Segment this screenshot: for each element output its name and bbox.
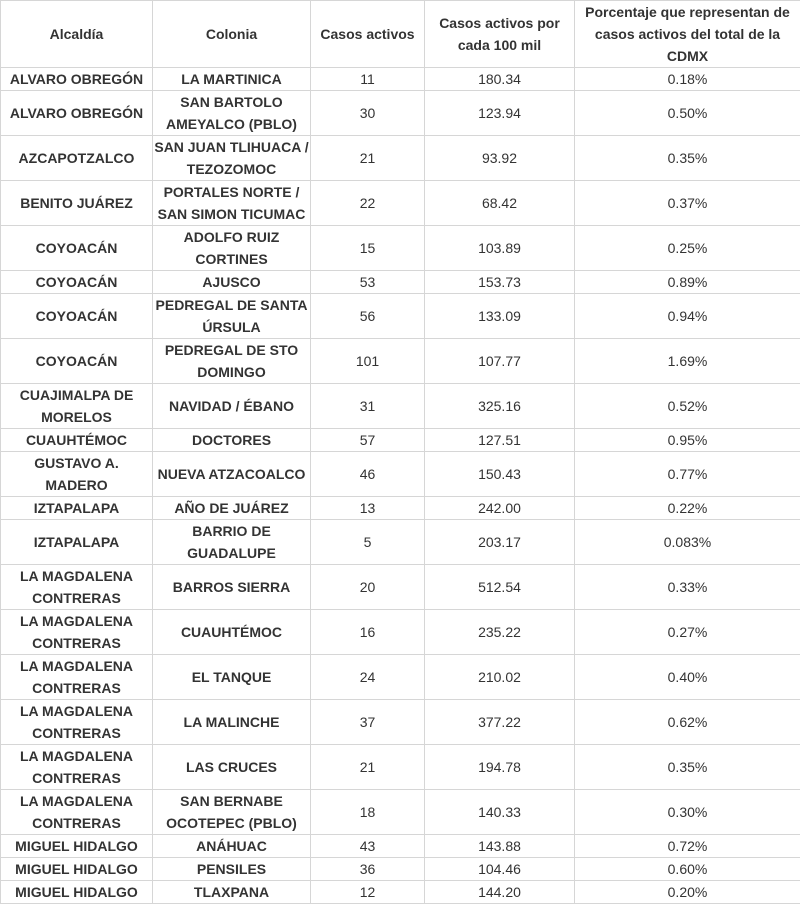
- cell-colonia: LA MARTINICA: [153, 68, 311, 91]
- cell-porcentaje: 0.60%: [575, 858, 800, 881]
- cell-por-100mil: 103.89: [425, 226, 575, 271]
- table-row: [1, 339, 800, 384]
- cell-por-100mil: 512.54: [425, 565, 575, 610]
- cell-porcentaje: 0.72%: [575, 835, 800, 858]
- table-row: [1, 181, 800, 226]
- cell-por-100mil: 127.51: [425, 429, 575, 452]
- cell-casos: 37: [311, 700, 425, 745]
- cell-alcaldia: LA MAGDALENA CONTRERAS: [1, 745, 153, 790]
- cell-por-100mil: 210.02: [425, 655, 575, 700]
- cell-porcentaje: 0.95%: [575, 429, 800, 452]
- cell-por-100mil: 153.73: [425, 271, 575, 294]
- cell-casos: 46: [311, 452, 425, 497]
- cell-porcentaje: 0.52%: [575, 384, 800, 429]
- table-row: [1, 91, 800, 136]
- cell-colonia: TLAXPANA: [153, 881, 311, 904]
- cell-alcaldia: LA MAGDALENA CONTRERAS: [1, 565, 153, 610]
- cell-porcentaje: 0.35%: [575, 136, 800, 181]
- cell-por-100mil: 235.22: [425, 610, 575, 655]
- cell-porcentaje: 0.37%: [575, 181, 800, 226]
- cell-colonia: SAN BARTOLO AMEYALCO (PBLO): [153, 91, 311, 136]
- table-row: [1, 68, 800, 91]
- header-alcaldia: Alcaldía: [1, 1, 153, 68]
- cell-casos: 57: [311, 429, 425, 452]
- cell-por-100mil: 68.42: [425, 181, 575, 226]
- table-row: [1, 881, 800, 904]
- cell-colonia: BARROS SIERRA: [153, 565, 311, 610]
- cell-casos: 20: [311, 565, 425, 610]
- header-colonia: Colonia: [153, 1, 311, 68]
- cell-colonia: AÑO DE JUÁREZ: [153, 497, 311, 520]
- table-row: [1, 835, 800, 858]
- cell-alcaldia: AZCAPOTZALCO: [1, 136, 153, 181]
- cell-colonia: DOCTORES: [153, 429, 311, 452]
- cell-alcaldia: GUSTAVO A. MADERO: [1, 452, 153, 497]
- cell-porcentaje: 0.89%: [575, 271, 800, 294]
- cell-porcentaje: 0.40%: [575, 655, 800, 700]
- cell-porcentaje: 1.69%: [575, 339, 800, 384]
- table-row: [1, 610, 800, 655]
- cell-colonia: BARRIO DE GUADALUPE: [153, 520, 311, 565]
- cell-colonia: ANÁHUAC: [153, 835, 311, 858]
- cell-casos: 36: [311, 858, 425, 881]
- cell-alcaldia: BENITO JUÁREZ: [1, 181, 153, 226]
- cell-por-100mil: 107.77: [425, 339, 575, 384]
- cell-alcaldia: LA MAGDALENA CONTRERAS: [1, 790, 153, 835]
- cell-por-100mil: 93.92: [425, 136, 575, 181]
- cell-alcaldia: MIGUEL HIDALGO: [1, 835, 153, 858]
- cell-por-100mil: 140.33: [425, 790, 575, 835]
- cell-colonia: EL TANQUE: [153, 655, 311, 700]
- table-row: [1, 520, 800, 565]
- cell-por-100mil: 180.34: [425, 68, 575, 91]
- cell-porcentaje: 0.083%: [575, 520, 800, 565]
- cell-colonia: SAN JUAN TLIHUACA / TEZOZOMOC: [153, 136, 311, 181]
- cell-casos: 15: [311, 226, 425, 271]
- header-casos-activos: Casos activos: [311, 1, 425, 68]
- cell-casos: 21: [311, 136, 425, 181]
- cell-colonia: LA MALINCHE: [153, 700, 311, 745]
- table-header: [1, 1, 800, 68]
- cell-por-100mil: 150.43: [425, 452, 575, 497]
- cell-colonia: CUAUHTÉMOC: [153, 610, 311, 655]
- cell-por-100mil: 133.09: [425, 294, 575, 339]
- cell-por-100mil: 143.88: [425, 835, 575, 858]
- cell-alcaldia: COYOACÁN: [1, 339, 153, 384]
- cell-por-100mil: 104.46: [425, 858, 575, 881]
- cell-por-100mil: 377.22: [425, 700, 575, 745]
- cell-porcentaje: 0.50%: [575, 91, 800, 136]
- cell-colonia: PENSILES: [153, 858, 311, 881]
- cell-casos: 18: [311, 790, 425, 835]
- cell-porcentaje: 0.30%: [575, 790, 800, 835]
- table-row: [1, 384, 800, 429]
- cell-alcaldia: IZTAPALAPA: [1, 497, 153, 520]
- table-row: [1, 565, 800, 610]
- header-porcentaje: Porcentaje que representan de casos activos del total de la CDMX: [575, 1, 800, 68]
- header-casos-por-100mil: Casos activos por cada 100 mil: [425, 1, 575, 68]
- table-row: [1, 452, 800, 497]
- cell-alcaldia: COYOACÁN: [1, 294, 153, 339]
- cell-casos: 31: [311, 384, 425, 429]
- cell-colonia: NAVIDAD / ÉBANO: [153, 384, 311, 429]
- cell-colonia: PORTALES NORTE / SAN SIMON TICUMAC: [153, 181, 311, 226]
- cell-porcentaje: 0.33%: [575, 565, 800, 610]
- cell-colonia: ADOLFO RUIZ CORTINES: [153, 226, 311, 271]
- table-row: [1, 700, 800, 745]
- cell-alcaldia: LA MAGDALENA CONTRERAS: [1, 610, 153, 655]
- cell-casos: 11: [311, 68, 425, 91]
- cell-casos: 16: [311, 610, 425, 655]
- cell-alcaldia: COYOACÁN: [1, 226, 153, 271]
- cell-por-100mil: 203.17: [425, 520, 575, 565]
- cell-casos: 24: [311, 655, 425, 700]
- cell-colonia: PEDREGAL DE STO DOMINGO: [153, 339, 311, 384]
- table-row: [1, 655, 800, 700]
- cell-casos: 22: [311, 181, 425, 226]
- table-body: [1, 68, 800, 904]
- cell-casos: 12: [311, 881, 425, 904]
- cell-alcaldia: ALVARO OBREGÓN: [1, 91, 153, 136]
- cell-alcaldia: LA MAGDALENA CONTRERAS: [1, 700, 153, 745]
- cell-por-100mil: 194.78: [425, 745, 575, 790]
- cell-casos: 21: [311, 745, 425, 790]
- cell-alcaldia: CUAJIMALPA DE MORELOS: [1, 384, 153, 429]
- cell-por-100mil: 325.16: [425, 384, 575, 429]
- table-row: [1, 497, 800, 520]
- table-row: [1, 271, 800, 294]
- cell-casos: 43: [311, 835, 425, 858]
- table-row: [1, 136, 800, 181]
- cell-por-100mil: 242.00: [425, 497, 575, 520]
- cell-por-100mil: 144.20: [425, 881, 575, 904]
- cell-porcentaje: 0.77%: [575, 452, 800, 497]
- cell-porcentaje: 0.20%: [575, 881, 800, 904]
- cell-casos: 101: [311, 339, 425, 384]
- cell-colonia: NUEVA ATZACOALCO: [153, 452, 311, 497]
- cell-alcaldia: MIGUEL HIDALGO: [1, 858, 153, 881]
- table-row: [1, 294, 800, 339]
- table-row: [1, 858, 800, 881]
- cell-alcaldia: MIGUEL HIDALGO: [1, 881, 153, 904]
- header-row: [1, 1, 800, 68]
- table-row: [1, 790, 800, 835]
- cell-porcentaje: 0.27%: [575, 610, 800, 655]
- cell-porcentaje: 0.18%: [575, 68, 800, 91]
- cell-porcentaje: 0.22%: [575, 497, 800, 520]
- cell-colonia: AJUSCO: [153, 271, 311, 294]
- cell-colonia: LAS CRUCES: [153, 745, 311, 790]
- cell-porcentaje: 0.35%: [575, 745, 800, 790]
- cell-alcaldia: COYOACÁN: [1, 271, 153, 294]
- cell-casos: 5: [311, 520, 425, 565]
- cell-alcaldia: IZTAPALAPA: [1, 520, 153, 565]
- cell-porcentaje: 0.62%: [575, 700, 800, 745]
- table-row: [1, 429, 800, 452]
- table-row: [1, 745, 800, 790]
- cell-por-100mil: 123.94: [425, 91, 575, 136]
- cell-casos: 30: [311, 91, 425, 136]
- cell-casos: 53: [311, 271, 425, 294]
- cell-casos: 13: [311, 497, 425, 520]
- cell-colonia: SAN BERNABE OCOTEPEC (PBLO): [153, 790, 311, 835]
- cell-casos: 56: [311, 294, 425, 339]
- cell-alcaldia: LA MAGDALENA CONTRERAS: [1, 655, 153, 700]
- cell-porcentaje: 0.25%: [575, 226, 800, 271]
- cell-porcentaje: 0.94%: [575, 294, 800, 339]
- cell-alcaldia: CUAUHTÉMOC: [1, 429, 153, 452]
- cell-alcaldia: ALVARO OBREGÓN: [1, 68, 153, 91]
- cell-colonia: PEDREGAL DE SANTA ÚRSULA: [153, 294, 311, 339]
- table-row: [1, 226, 800, 271]
